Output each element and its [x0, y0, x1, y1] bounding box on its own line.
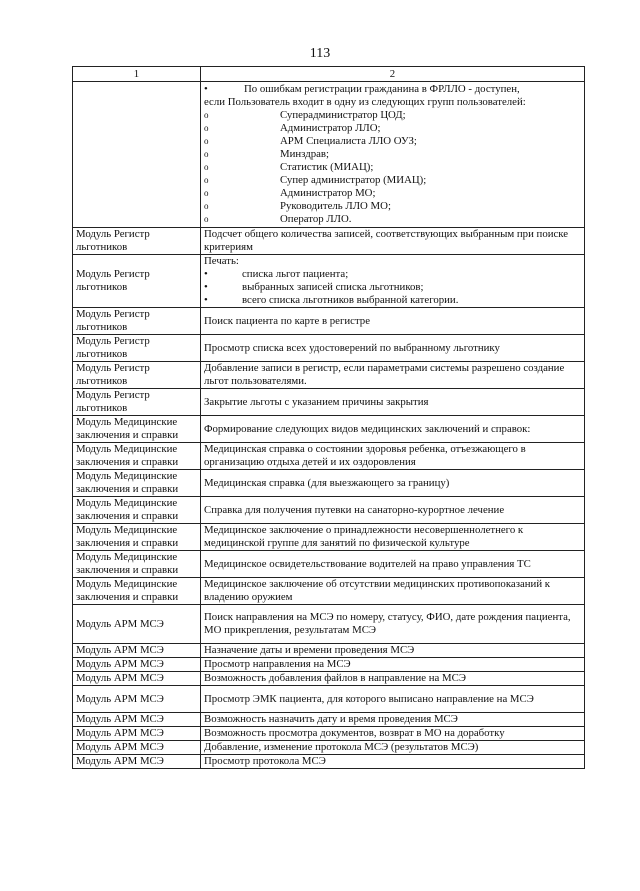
list-item-group: o Супер администратор (МИАЦ); [204, 174, 427, 186]
function-cell: Просмотр протокола МСЭ [201, 755, 585, 769]
module-cell: Модуль АРМ МСЭ [73, 741, 201, 755]
function-cell: Поиск пациента по карте в регистре [201, 308, 585, 335]
bullet-icon: • [204, 281, 208, 293]
table-row [73, 644, 585, 658]
function-cell: Справка для получения путевки на санаторно-курортное лечение [201, 497, 585, 524]
function-cell: Медицинская справка о состоянии здоровья ребенка, отъезжающего в организацию отдыха детей и их оздоровления [201, 443, 585, 470]
page-number: 113 [309, 46, 331, 61]
function-cell: Возможность добавления файлов в направление на МСЭ [201, 672, 585, 686]
circle-bullet-icon: o [204, 149, 209, 159]
circle-bullet-icon: o [204, 123, 209, 133]
table-row [73, 524, 585, 551]
function-cell: Медицинское заключение о принадлежности несовершеннолетнего к медицинской группе для занятий по физической культуре [201, 524, 585, 551]
module-cell: Модуль Регистр льготников [73, 255, 201, 308]
bullet-icon: • [204, 83, 208, 95]
list-item-group: o Минздрав; [204, 148, 330, 160]
table-row [73, 605, 585, 644]
function-cell: Добавление записи в регистр, если параметрами системы разрешено создание льгот пользователями. [201, 362, 585, 389]
module-cell: Модуль АРМ МСЭ [73, 672, 201, 686]
module-cell: Модуль Регистр льготников [73, 362, 201, 389]
module-cell: Модуль Регистр льготников [73, 335, 201, 362]
header-row [73, 67, 585, 82]
table-row [73, 389, 585, 416]
list-item-bullet-intro [204, 83, 581, 96]
function-cell: Поиск направления на МСЭ по номеру, статусу, ФИО, дате рождения пациента, МО прикрепления, результатам МСЭ [201, 605, 585, 644]
table-row [73, 658, 585, 672]
print-heading: Печать: [204, 255, 239, 267]
module-cell: Модуль Регистр льготников [73, 308, 201, 335]
module-cell: Модуль Медицинские заключения и справки [73, 524, 201, 551]
table-row [73, 443, 585, 470]
list-item-print: • списка льгот пациента; [204, 268, 349, 280]
list-item-print: • выбранных записей списка льготников; [204, 281, 424, 293]
table-row [73, 228, 585, 255]
module-cell-empty [73, 82, 201, 228]
function-cell: Подсчет общего количества записей, соответствующих выбранным при поиске критериям [201, 228, 585, 255]
function-cell: Медицинское освидетельствование водителей на право управления ТС [201, 551, 585, 578]
table-row-print [73, 255, 585, 308]
list-item-group: o Администратор ЛЛО; [204, 122, 381, 134]
list-item-group: o Оператор ЛЛО. [204, 213, 352, 225]
module-cell: Модуль АРМ МСЭ [73, 658, 201, 672]
list-item-group: o Руководитель ЛЛО МО; [204, 200, 391, 212]
intro-text: По ошибкам регистрации гражданина в ФРЛЛО - доступен, [244, 83, 520, 95]
function-cell: Закрытие льготы с указанием причины закрытия [201, 389, 585, 416]
table-row [73, 416, 585, 443]
circle-bullet-icon: o [204, 175, 209, 185]
table-row [73, 741, 585, 755]
module-cell: Модуль АРМ МСЭ [73, 755, 201, 769]
column-header-1: 1 [73, 67, 201, 82]
list-item-group: o АРМ Специалиста ЛЛО ОУЗ; [204, 135, 417, 147]
functions-table [72, 66, 585, 769]
print-cell [201, 255, 585, 308]
table-row [73, 578, 585, 605]
table-row [73, 308, 585, 335]
function-cell: Добавление, изменение протокола МСЭ (результатов МСЭ) [201, 741, 585, 755]
bullet-icon: • [204, 294, 208, 306]
module-cell: Модуль Медицинские заключения и справки [73, 443, 201, 470]
function-cell: Просмотр направления на МСЭ [201, 658, 585, 672]
table-row [73, 713, 585, 727]
table-row [73, 672, 585, 686]
table-row [73, 470, 585, 497]
column-header-2: 2 [201, 67, 585, 82]
circle-bullet-icon: o [204, 214, 209, 224]
module-cell: Модуль АРМ МСЭ [73, 713, 201, 727]
module-cell: Модуль АРМ МСЭ [73, 605, 201, 644]
module-cell: Модуль Медицинские заключения и справки [73, 578, 201, 605]
function-cell: Просмотр списка всех удостоверений по выбранному льготнику [201, 335, 585, 362]
module-cell: Модуль Медицинские заключения и справки [73, 497, 201, 524]
list-item-group: o Суперадминистратор ЦОД; [204, 109, 406, 121]
circle-bullet-icon: o [204, 136, 209, 146]
table-row [73, 755, 585, 769]
function-cell: Медицинское заключение об отсутствии медицинских противопоказаний к владению оружием [201, 578, 585, 605]
module-cell: Модуль АРМ МСЭ [73, 727, 201, 741]
table-row [73, 551, 585, 578]
function-cell: Просмотр ЭМК пациента, для которого выписано направление на МСЭ [201, 686, 585, 713]
list-item-group: o Администратор МО; [204, 187, 376, 199]
circle-bullet-icon: o [204, 188, 209, 198]
circle-bullet-icon: o [204, 110, 209, 120]
circle-bullet-icon: o [204, 162, 209, 172]
function-cell: Возможность просмотра документов, возврат в МО на доработку [201, 727, 585, 741]
list-item-print: • всего списка льготников выбранной категории. [204, 294, 459, 306]
function-cell: Медицинская справка (для выезжающего за границу) [201, 470, 585, 497]
module-cell: Модуль Регистр льготников [73, 389, 201, 416]
function-cell: Назначение даты и времени проведения МСЭ [201, 644, 585, 658]
module-cell: Модуль Медицинские заключения и справки [73, 551, 201, 578]
function-cell: Возможность назначить дату и время проведения МСЭ [201, 713, 585, 727]
circle-bullet-icon: o [204, 201, 209, 211]
module-cell: Модуль АРМ МСЭ [73, 686, 201, 713]
list-item-group: o Статистик (МИАЦ); [204, 161, 374, 173]
module-cell: Модуль Медицинские заключения и справки [73, 416, 201, 443]
table-row-user-groups [73, 82, 585, 228]
table-row [73, 362, 585, 389]
bullet-icon: • [204, 268, 208, 280]
module-cell: Модуль АРМ МСЭ [73, 644, 201, 658]
module-cell: Модуль Регистр льготников [73, 228, 201, 255]
table-row [73, 727, 585, 741]
user-groups-cell [201, 82, 585, 228]
module-cell: Модуль Медицинские заключения и справки [73, 470, 201, 497]
table-row [73, 497, 585, 524]
intro-continuation: если Пользователь входит в одну из следующих групп пользователей: [204, 96, 526, 108]
function-cell: Формирование следующих видов медицинских заключений и справок: [201, 416, 585, 443]
table-row [73, 335, 585, 362]
table-row [73, 686, 585, 713]
